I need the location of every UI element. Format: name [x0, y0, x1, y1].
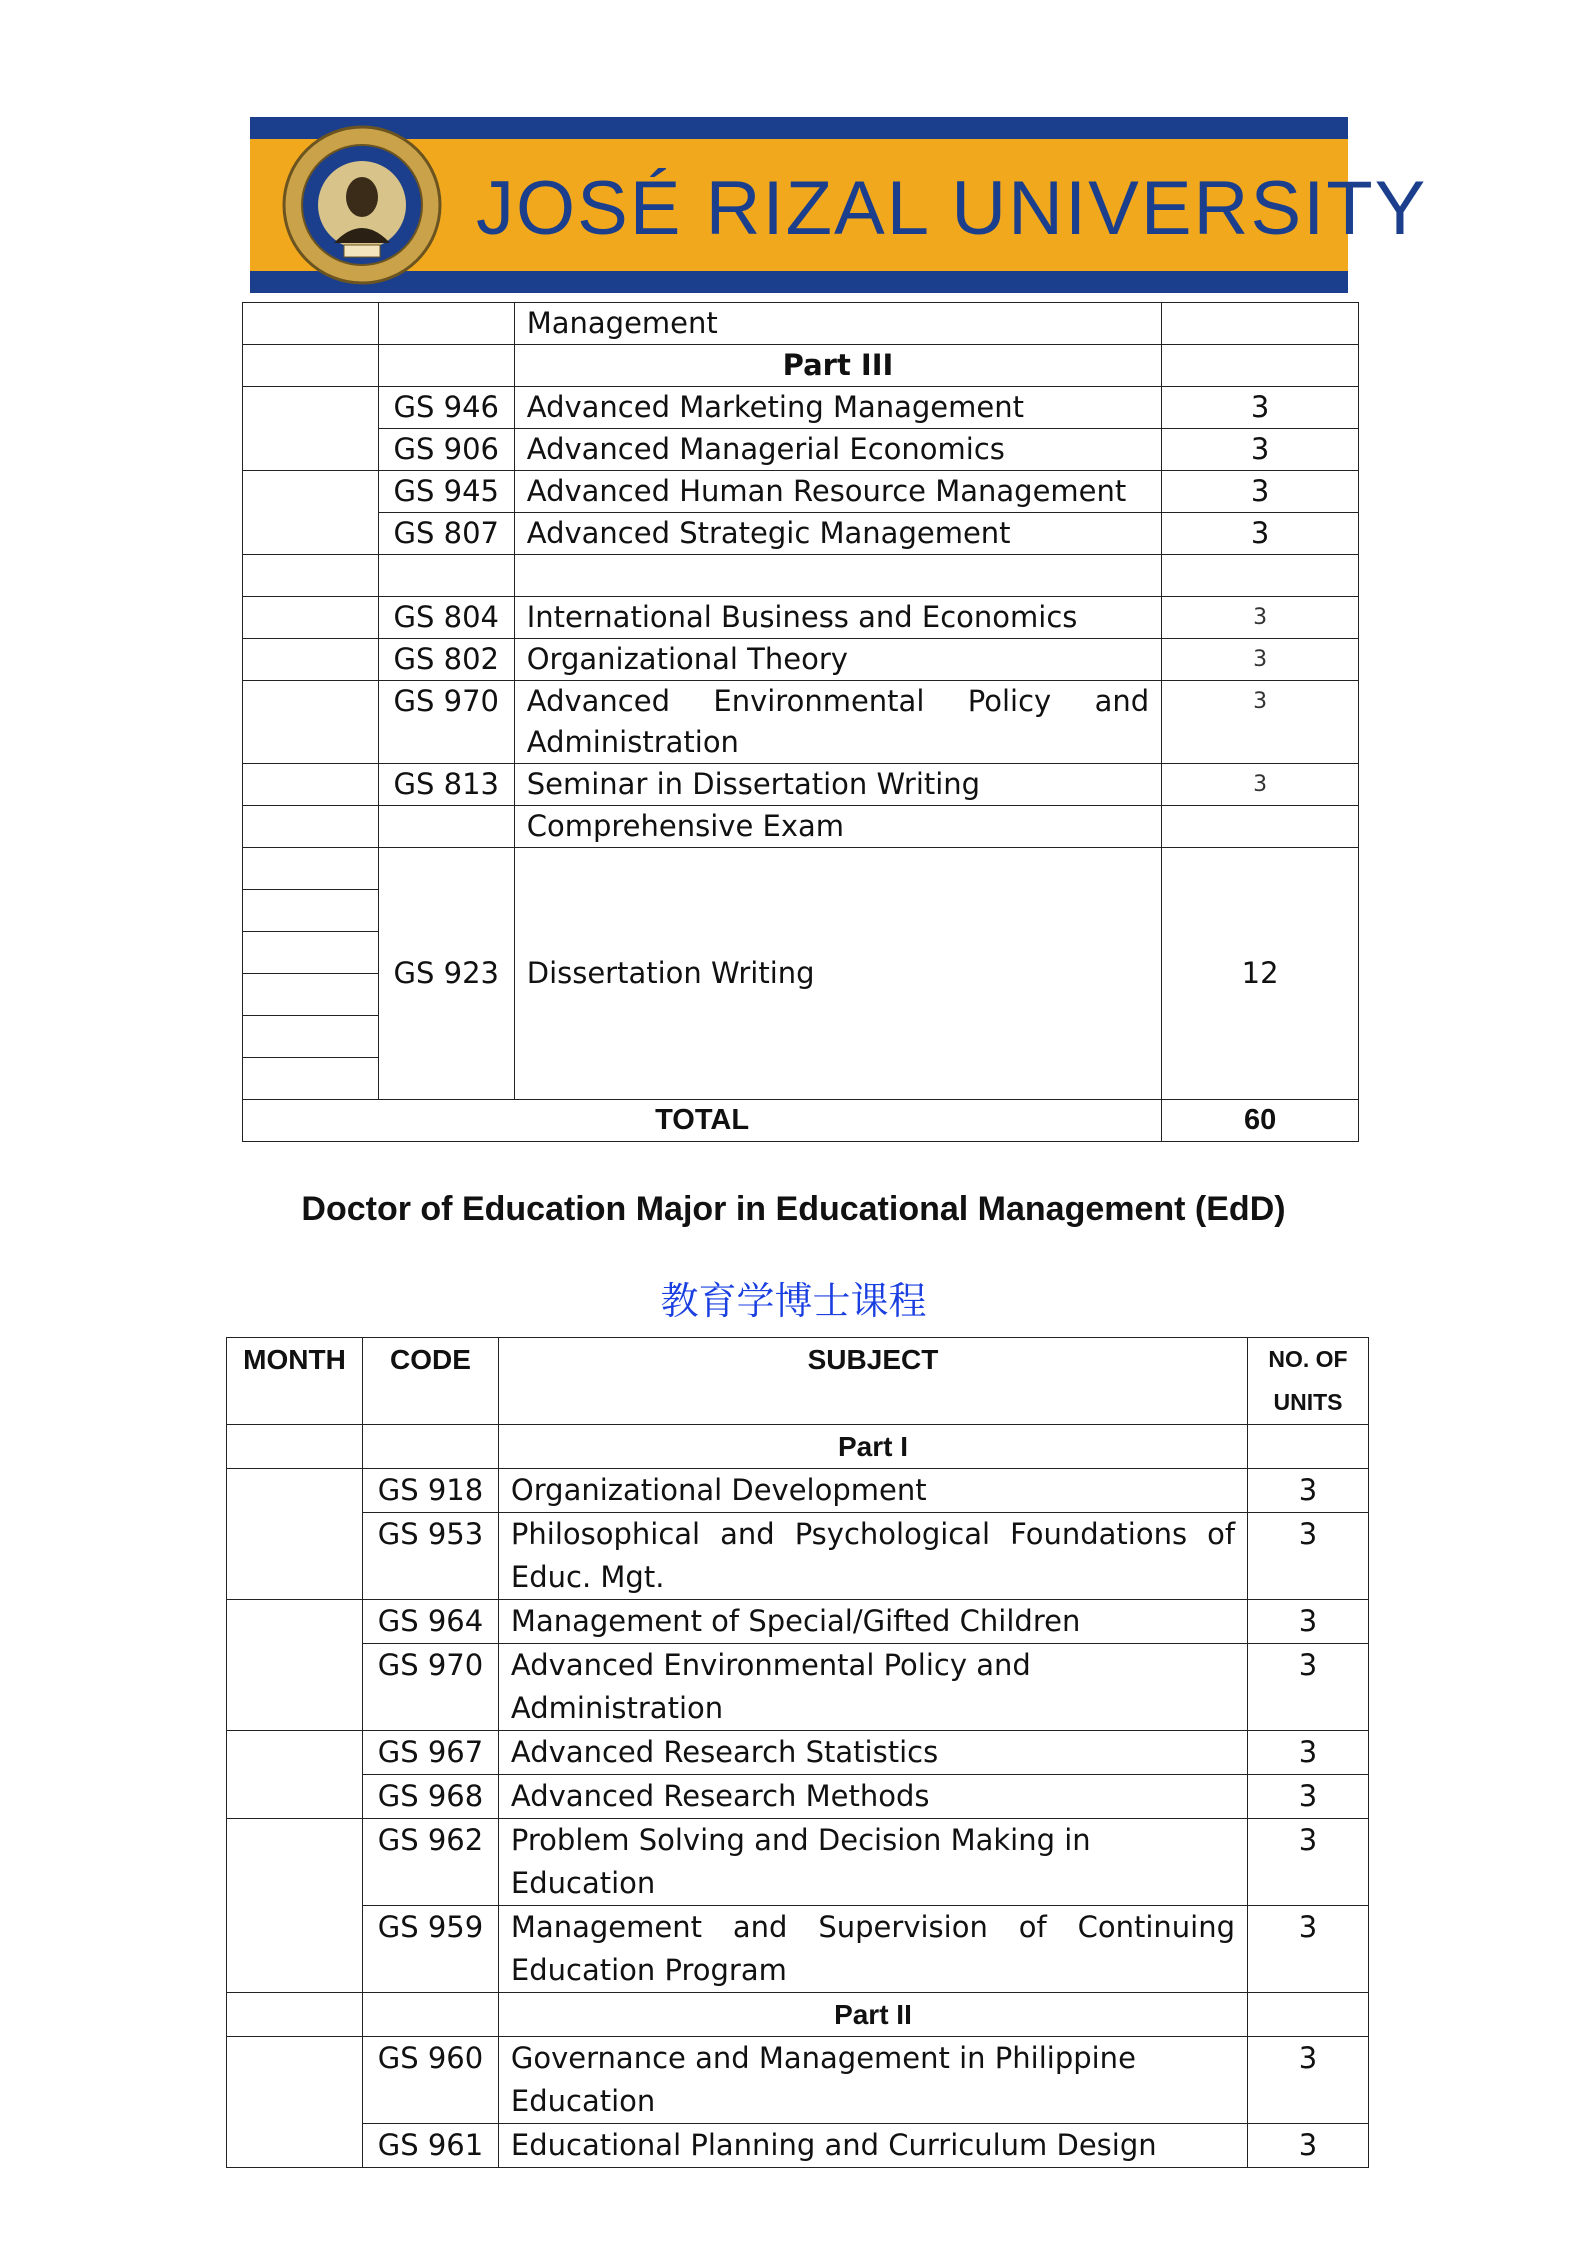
- month-cell: [243, 974, 379, 1016]
- code-cell: GS 970: [378, 681, 514, 764]
- subject-cell: International Business and Economics: [514, 597, 1161, 639]
- code-cell: GS 968: [362, 1775, 498, 1819]
- units-cell: 3: [1162, 429, 1359, 471]
- header-subject: SUBJECT: [498, 1338, 1247, 1425]
- table-row: [227, 1775, 1369, 1819]
- table-row: [243, 806, 1359, 848]
- units-cell: [1162, 303, 1359, 345]
- table-row: [243, 429, 1359, 471]
- table-row: [243, 597, 1359, 639]
- units-cell: 3: [1248, 1731, 1369, 1775]
- table-row: [227, 1425, 1369, 1469]
- table-row: [243, 848, 1359, 890]
- code-cell: GS 918: [362, 1469, 498, 1513]
- subject-cell: Advanced Managerial Economics: [514, 429, 1161, 471]
- subject-cell: Problem Solving and Decision Making in Education: [498, 1819, 1247, 1906]
- table-row: [227, 1644, 1369, 1731]
- units-cell: [1248, 1425, 1369, 1469]
- total-row: [243, 1100, 1359, 1142]
- units-cell: 12: [1162, 848, 1359, 1100]
- subject-cell: Organizational Theory: [514, 639, 1161, 681]
- month-cell: [227, 1819, 363, 1993]
- subject-cell: Dissertation Writing: [514, 848, 1161, 1100]
- subject-cell: Advanced Environmental Policy and Administration: [514, 681, 1161, 764]
- month-cell: [243, 1058, 379, 1100]
- code-cell: GS 802: [378, 639, 514, 681]
- units-cell: [1162, 555, 1359, 597]
- subject-cell: Philosophical and Psychological Foundations of Educ. Mgt.: [498, 1513, 1247, 1600]
- total-value: 60: [1162, 1100, 1359, 1142]
- month-cell: [243, 764, 379, 806]
- subject-cell: Advanced Marketing Management: [514, 387, 1161, 429]
- month-cell: [243, 345, 379, 387]
- total-label: TOTAL: [243, 1100, 1162, 1142]
- code-cell: GS 813: [378, 764, 514, 806]
- header-units-line2: UNITS: [1273, 1389, 1343, 1415]
- table-row: [243, 764, 1359, 806]
- code-cell: GS 804: [378, 597, 514, 639]
- table-row: [227, 1819, 1369, 1906]
- subject-cell: Advanced Strategic Management: [514, 513, 1161, 555]
- units-cell: 3: [1248, 1906, 1369, 1993]
- units-cell: 3: [1162, 639, 1359, 681]
- units-cell: 3: [1162, 681, 1359, 764]
- subject-cell: Seminar in Dissertation Writing: [514, 764, 1161, 806]
- subject-cell: Governance and Management in Philippine Education: [498, 2037, 1247, 2124]
- table-row: [227, 2124, 1369, 2168]
- table-header-row: [227, 1338, 1369, 1425]
- month-cell: [227, 1731, 363, 1819]
- part-heading: Part I: [498, 1425, 1247, 1469]
- code-cell: [378, 555, 514, 597]
- header-month: MONTH: [227, 1338, 363, 1425]
- code-cell: GS 946: [378, 387, 514, 429]
- subject-cell: Management: [514, 303, 1161, 345]
- month-cell: [243, 806, 379, 848]
- units-cell: 3: [1248, 1469, 1369, 1513]
- code-cell: GS 923: [378, 848, 514, 1100]
- code-cell: GS 964: [362, 1600, 498, 1644]
- code-cell: GS 970: [362, 1644, 498, 1731]
- subject-cell: [514, 555, 1161, 597]
- table-row: [227, 1906, 1369, 1993]
- month-cell: [227, 2037, 363, 2168]
- subject-cell: Advanced Research Statistics: [498, 1731, 1247, 1775]
- curriculum-table-continued: [242, 302, 1359, 1142]
- table-row: [243, 513, 1359, 555]
- units-cell: 3: [1248, 1513, 1369, 1600]
- units-cell: 3: [1162, 387, 1359, 429]
- month-cell: [243, 848, 379, 890]
- table-row: [243, 555, 1359, 597]
- month-cell: [243, 639, 379, 681]
- code-cell: [378, 345, 514, 387]
- university-seal-icon: [282, 125, 442, 285]
- university-banner: [250, 117, 1428, 293]
- month-cell: [243, 303, 379, 345]
- month-cell: [243, 890, 379, 932]
- units-cell: [1162, 345, 1359, 387]
- month-cell: [243, 1016, 379, 1058]
- subject-cell: Advanced Research Methods: [498, 1775, 1247, 1819]
- units-cell: 3: [1162, 597, 1359, 639]
- code-cell: [378, 303, 514, 345]
- units-cell: 3: [1162, 513, 1359, 555]
- units-cell: 3: [1248, 1600, 1369, 1644]
- part-heading: Part II: [498, 1993, 1247, 2037]
- code-cell: GS 906: [378, 429, 514, 471]
- month-cell: [227, 1600, 363, 1731]
- code-cell: GS 953: [362, 1513, 498, 1600]
- units-cell: [1162, 806, 1359, 848]
- units-cell: 3: [1248, 1775, 1369, 1819]
- table-row: [243, 303, 1359, 345]
- units-cell: 3: [1162, 471, 1359, 513]
- table-row: [227, 1600, 1369, 1644]
- month-cell: [227, 1469, 363, 1600]
- month-cell: [243, 555, 379, 597]
- subject-cell: Advanced Environmental Policy and Administration: [498, 1644, 1247, 1731]
- header-code: CODE: [362, 1338, 498, 1425]
- program-title: Doctor of Education Major in Educational Management (EdD): [301, 1190, 1286, 1228]
- units-cell: 3: [1248, 2124, 1369, 2168]
- code-cell: GS 959: [362, 1906, 498, 1993]
- header-units-line1: NO. OF: [1268, 1346, 1348, 1372]
- code-cell: GS 962: [362, 1819, 498, 1906]
- subject-cell: Organizational Development: [498, 1469, 1247, 1513]
- program-title-chinese: 教育学博士课程: [660, 1279, 927, 1323]
- code-cell: GS 960: [362, 2037, 498, 2124]
- code-cell: GS 945: [378, 471, 514, 513]
- month-cell: [243, 387, 379, 471]
- table-row: [227, 1731, 1369, 1775]
- subject-cell: Advanced Human Resource Management: [514, 471, 1161, 513]
- table-row: [243, 345, 1359, 387]
- table-row: [227, 2037, 1369, 2124]
- units-cell: 3: [1162, 764, 1359, 806]
- table-row: [243, 471, 1359, 513]
- table-row: [243, 681, 1359, 764]
- month-cell: [243, 681, 379, 764]
- header-units: [1248, 1338, 1369, 1425]
- code-cell: [378, 806, 514, 848]
- code-cell: GS 961: [362, 2124, 498, 2168]
- subject-cell: Comprehensive Exam: [514, 806, 1161, 848]
- month-cell: [227, 1425, 363, 1469]
- subject-cell: Educational Planning and Curriculum Design: [498, 2124, 1247, 2168]
- subject-cell: Management of Special/Gifted Children: [498, 1600, 1247, 1644]
- table-row: [243, 387, 1359, 429]
- units-cell: 3: [1248, 1644, 1369, 1731]
- table-row: [227, 1469, 1369, 1513]
- edd-curriculum-table: [226, 1337, 1369, 2168]
- table-row: [227, 1513, 1369, 1600]
- part-heading: Part III: [514, 345, 1161, 387]
- units-cell: 3: [1248, 2037, 1369, 2124]
- code-cell: GS 967: [362, 1731, 498, 1775]
- month-cell: [227, 1993, 363, 2037]
- code-cell: [362, 1993, 498, 2037]
- code-cell: GS 807: [378, 513, 514, 555]
- month-cell: [243, 471, 379, 555]
- table-row: [227, 1993, 1369, 2037]
- banner-title: JOSÉ RIZAL UNIVERSITY: [476, 166, 1428, 251]
- units-cell: [1248, 1993, 1369, 2037]
- units-cell: 3: [1248, 1819, 1369, 1906]
- month-cell: [243, 597, 379, 639]
- subject-cell: Management and Supervision of Continuing Education Program: [498, 1906, 1247, 1993]
- code-cell: [362, 1425, 498, 1469]
- month-cell: [243, 932, 379, 974]
- table-row: [243, 639, 1359, 681]
